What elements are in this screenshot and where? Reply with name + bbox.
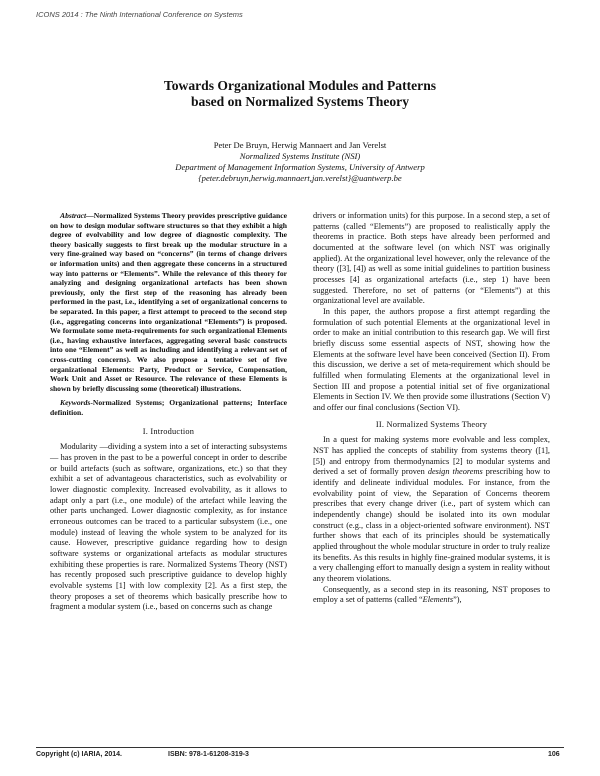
author-institute: Normalized Systems Institute (NSI) <box>239 151 361 161</box>
abstract-text: Normalized Systems Theory provides prescriptive guidance on how to design modular software structures so that they exhibit a high degree of evolvability and low degree of diagnostic complexity. The theory basically suggests to first break up the modular structure in a very fine-grained way based on “concerns” (in terms of change drivers or information units) and then aggregate these concerns in a structured way into patterns or “Elements”. While the relevance of this theory for analyzing and designing organizational artefacts has been shown previously, only the first step of the reasoning has already been performed in the past, i.e., identifying a set of organizational concerns to be separated. In this paper, a first attempt to proceed to the second step (i.e., aggregating concerns into organizational “Elements”) is proposed. We formulate some meta-requirements for such organizational Elements (i.e., having exhaustive interfaces, aggregating several basic constructs into one “Element” as well as including and identifying a relevant set of cross-cutting concerns). We also propose a tentative set of five organizational Elements: Party, Product or Service, Compensation, Work Unit and Asset or Resource. The relevance of these Elements is shown by briefly discussing some (theoretical) illustrations. <box>50 211 287 393</box>
abstract-label: Abstract— <box>60 211 94 220</box>
intro-paragraph-1-continued: drivers or information units) for this purpose. In a second step, a set of patterns (called “Elements”) are proposed to realistically apply the theorems in practice. Both steps have already been performed and documented at the software level (on which NST was originally applied). At the organizational level however, only the relevance of the theory ([3], [4]) as well as some initial guidelines to partition business processes [4] as organizational artefacts (i.e., step 1) have been suggested. Therefore, no set of patterns (or “Elements”) at this organizational level are available. <box>313 211 550 306</box>
nst-paragraph-1: In a quest for making systems more evolvable and less complex, NST has applied the concepts of stability from systems theory ([1], [5]) and entropy from thermodynamics [2] to modular systems and derived a set of formally proven design theorems prescribing how to identify and delineate individual modules. For instance, from the evolvability point of view, the Separation of Concerns theorem prescribes that every change driver (i.e., part of system which can independently change) should be isolated into its own modular construct (e.g., class in a object-oriented software environment). NST further shows that each of its principles should be systematically applied throughout the whole modular structure in order to truly realize its benefits. As this results in highly fine-grained modular systems, it is a very challenging effort to manually design a system in reality without any theorem violations. <box>313 435 550 583</box>
right-column <box>313 211 550 606</box>
page-number: 106 <box>548 751 560 758</box>
running-header: ICONS 2014 : The Ninth International Conference on Systems <box>36 10 243 19</box>
footer-rule <box>36 747 564 748</box>
author-email: {peter.debruyn,herwig.mannaert,jan.verelst}@uantwerp.be <box>198 173 402 183</box>
keywords-label: Keywords- <box>60 398 93 408</box>
abstract <box>50 211 287 393</box>
keywords-text: Normalized Systems; Organizational patterns; Interface definition. <box>50 398 287 417</box>
author-names: Peter De Bruyn, Herwig Mannaert and Jan Verelst <box>213 140 387 150</box>
elements-emphasis: Elements <box>422 595 454 605</box>
section-2-heading: II. Normalized Systems Theory <box>375 420 488 430</box>
paper-title-line-2: based on Normalized Systems Theory <box>190 94 409 109</box>
footer-copyright: Copyright (c) IARIA, 2014. <box>36 751 122 758</box>
intro-paragraph-1: Modularity —dividing a system into a set of interacting subsystems— has proven in the past to be a powerful concept in order to describe or build artefacts (such as software, organizations, etc.) so that they exhibit a set of advantageous characteristics, such as evolvability or lower diagnostic complexity. Increased evolvability, as it allows to adapt only a part (i.e., one module) of the artefact while leaving the other parts unchanged. Lower diagnostic complexity, as for instance erroneous outcomes can be traced to a particular subsystem (i.e., one module) instead of leaving the whole system to be analyzed for its cause. However, prescriptive guidance regarding how to design software systems or organizational artefacts as modular structures exhibiting these properties is rare. Normalized Systems Theory (NST) has recently proposed such prescriptive guidance to develop highly evolvable systems [1] with low complexity [2]. As a first step, the theory proposes a set of theorems which basically prescribe how to fragment a modular system (i.e., based on concerns such as change <box>50 442 287 612</box>
nst-paragraph-2: Consequently, as a second step in its reasoning, NST proposes to employ a set of patterns (called “Elements”), <box>313 584 550 605</box>
left-column <box>50 211 287 613</box>
author-department: Department of Management Information Systems, University of Antwerp <box>175 162 425 172</box>
intro-paragraph-2: In this paper, the authors propose a first attempt regarding the formulation of such potential Elements at the organizational level in order to make an initial contribution to this research gap. We will first briefly discuss some essential aspects of NST, showing how the Elements at the software level have been conceived (Section II). From this discussion, we derive a set of meta-requirement which should be fulfilled when formulating Elements at the organizational level in Section III and propose a potential initial set of five organizational Elements in Section IV. We then provide some illustrations (Section V) and offer our final conclusions (Section VI). <box>313 306 550 412</box>
keywords <box>50 398 287 417</box>
paper-title-line-1: Towards Organizational Modules and Patterns <box>163 78 437 93</box>
footer-isbn: ISBN: 978-1-61208-319-3 <box>168 751 249 758</box>
section-1-heading: I. Introduction <box>142 427 195 437</box>
design-theorems-emphasis: design theorems <box>427 467 483 477</box>
